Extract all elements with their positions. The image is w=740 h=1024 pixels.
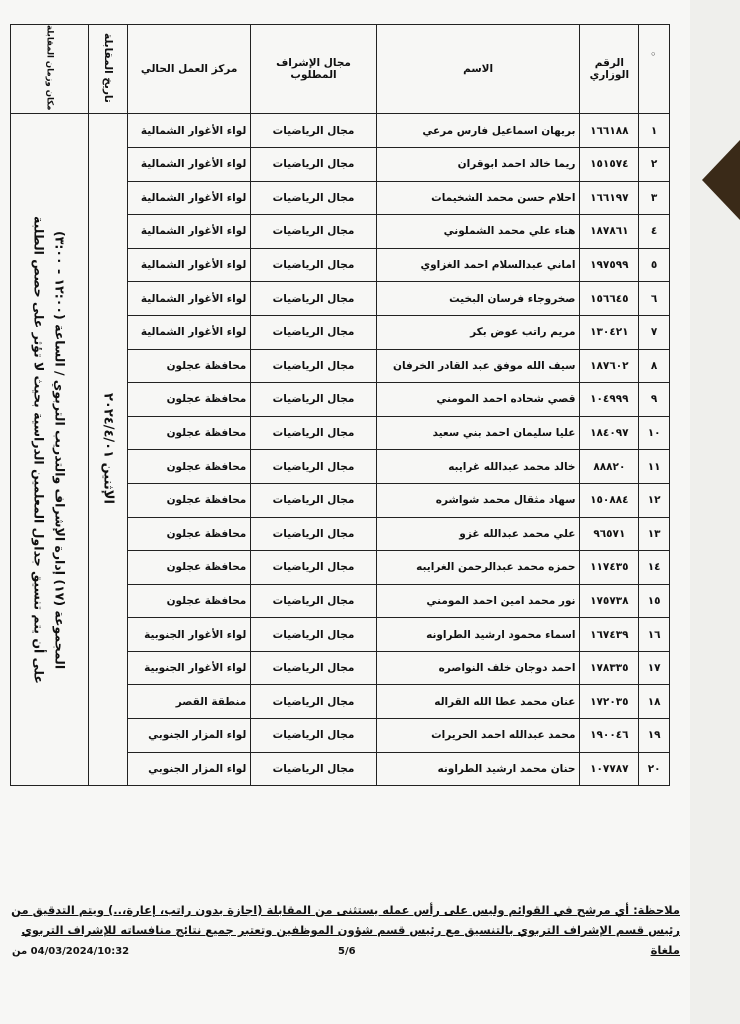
ministry-id: ٩٦٥٧١ [580, 517, 639, 551]
supervision-field: مجال الرياضيات [251, 215, 376, 249]
ministry-id: ١٧٨٣٣٥ [580, 651, 639, 685]
header-number [639, 25, 670, 114]
supervision-field: مجال الرياضيات [251, 651, 376, 685]
work-center: محافظة عجلون [127, 349, 250, 383]
row-number: ٣ [639, 181, 670, 215]
work-center: لواء الأغوار الجنوبية [127, 651, 250, 685]
work-center: لواء المزار الجنوبي [127, 719, 250, 753]
row-number: ٢ [639, 147, 670, 181]
row-number: ١٦ [639, 618, 670, 652]
ministry-id: ٨٨٨٢٠ [580, 450, 639, 484]
corner-mark: ◦ [650, 48, 657, 61]
candidate-name: سيف الله موفق عبد القادر الخرفان [376, 349, 580, 383]
candidate-name: اماني عبدالسلام احمد الغزاوي [376, 248, 580, 282]
candidate-name: نور محمد امين احمد المومني [376, 584, 580, 618]
note-line-2: رئيس قسم الإشراف التربوي بالتنسيق مع رئيس قسم شؤون الموظفين وتعتبر جميع نتائج منافساته للإشراف التربوي ملغاة [21, 923, 680, 957]
header-date: تاريخ المقابلة [89, 25, 128, 114]
row-number: ١١ [639, 450, 670, 484]
candidate-name: هناء علي محمد الشملوني [376, 215, 580, 249]
ministry-id: ١٦٦١٨٨ [580, 114, 639, 148]
ministry-id: ١٧٥٧٣٨ [580, 584, 639, 618]
ministry-id: ١٨٤٠٩٧ [580, 416, 639, 450]
ministry-id: ١٣٠٤٢١ [580, 315, 639, 349]
ministry-id: ١٦٦١٩٧ [580, 181, 639, 215]
row-number: ١٠ [639, 416, 670, 450]
candidate-name: حمزه محمد عبدالرحمن الغرايبه [376, 551, 580, 585]
note-line-1: ملاحظة: أي مرشح في القوائم وليس على رأس عمله يستثنى من المقابلة (اجازة بدون راتب، إعارة،..) ويتم التدقيق من [11, 903, 680, 917]
candidate-name: علي محمد عبدالله غزو [376, 517, 580, 551]
row-number: ١٩ [639, 719, 670, 753]
row-number: ٥ [639, 248, 670, 282]
supervision-field: مجال الرياضيات [251, 282, 376, 316]
ministry-id: ١٩٠٠٤٦ [580, 719, 639, 753]
supervision-field: مجال الرياضيات [251, 584, 376, 618]
supervision-field: مجال الرياضيات [251, 719, 376, 753]
interview-date: الإثنين ٢٠٢٤/٤/٠١ [89, 114, 128, 786]
supervision-field: مجال الرياضيات [251, 685, 376, 719]
work-center: لواء الأغوار الشمالية [127, 215, 250, 249]
candidate-name: خالد محمد عبدالله غرايبه [376, 450, 580, 484]
table-row [11, 114, 670, 148]
page-number: 5/6 [338, 946, 356, 957]
work-center: لواء الأغوار الجنوبية [127, 618, 250, 652]
row-number: ١٢ [639, 483, 670, 517]
row-number: ١٥ [639, 584, 670, 618]
work-center: محافظة عجلون [127, 416, 250, 450]
ministry-id: ١٥١٥٧٤ [580, 147, 639, 181]
ministry-id: ١٧٢٠٣٥ [580, 685, 639, 719]
candidates-table [10, 24, 670, 786]
row-number: ٧ [639, 315, 670, 349]
candidate-name: صخروجاء فرسان البخيت [376, 282, 580, 316]
header-ministry-id: الرقم الوزاري [580, 25, 639, 114]
work-center: محافظة عجلون [127, 450, 250, 484]
supervision-field: مجال الرياضيات [251, 752, 376, 786]
supervision-field: مجال الرياضيات [251, 114, 376, 148]
row-number: ١٣ [639, 517, 670, 551]
candidate-name: مريم راتب عوض بكر [376, 315, 580, 349]
work-center: محافظة عجلون [127, 584, 250, 618]
header-place: مكان وزمان المقابلة [11, 25, 89, 114]
row-number: ١٧ [639, 651, 670, 685]
work-center: لواء الأغوار الشمالية [127, 315, 250, 349]
ministry-id: ١٨٧٨٦١ [580, 215, 639, 249]
ministry-id: ١٩٧٥٩٩ [580, 248, 639, 282]
row-number: ١ [639, 114, 670, 148]
candidate-name: حنان محمد ارشيد الطراونه [376, 752, 580, 786]
row-number: ١٨ [639, 685, 670, 719]
candidate-name: ريما خالد احمد ابوقران [376, 147, 580, 181]
ministry-id: ١٥٦٦٤٥ [580, 282, 639, 316]
print-timestamp: 04/03/2024/10:32 من [12, 946, 130, 957]
row-number: ٦ [639, 282, 670, 316]
supervision-field: مجال الرياضيات [251, 483, 376, 517]
work-center: لواء الأغوار الشمالية [127, 181, 250, 215]
table-body [11, 114, 670, 786]
work-center: منطقة القصر [127, 685, 250, 719]
supervision-field: مجال الرياضيات [251, 416, 376, 450]
work-center: لواء المزار الجنوبي [127, 752, 250, 786]
candidate-name: محمد عبدالله احمد الحريرات [376, 719, 580, 753]
row-number: ٢٠ [639, 752, 670, 786]
ministry-id: ١٥٠٨٨٤ [580, 483, 639, 517]
candidate-name: قصي شحاده احمد المومني [376, 383, 580, 417]
work-center: لواء الأغوار الشمالية [127, 282, 250, 316]
interview-group-time: المجموعة (١٧) إدارة الإشراف والتدريب التربوي / الساعة (١٢:٠٠ - ٣:٠٠) [52, 230, 68, 669]
row-number: ٤ [639, 215, 670, 249]
row-number: ٨ [639, 349, 670, 383]
supervision-field: مجال الرياضيات [251, 147, 376, 181]
row-number: ٩ [639, 383, 670, 417]
ministry-id: ١٦٧٤٣٩ [580, 618, 639, 652]
work-center: لواء الأغوار الشمالية [127, 147, 250, 181]
candidate-name: احلام حسن محمد الشخيمات [376, 181, 580, 215]
work-center: لواء الأغوار الشمالية [127, 114, 250, 148]
candidate-name: اسماء محمود ارشيد الطراونه [376, 618, 580, 652]
supervision-field: مجال الرياضيات [251, 349, 376, 383]
work-center: محافظة عجلون [127, 517, 250, 551]
ministry-id: ١١٧٤٣٥ [580, 551, 639, 585]
supervision-field: مجال الرياضيات [251, 383, 376, 417]
candidate-name: احمد دوجان خلف النواصره [376, 651, 580, 685]
supervision-field: مجال الرياضيات [251, 551, 376, 585]
supervision-field: مجال الرياضيات [251, 450, 376, 484]
ministry-id: ١٨٧٦٠٢ [580, 349, 639, 383]
ministry-id: ١٠٧٧٨٧ [580, 752, 639, 786]
supervision-field: مجال الرياضيات [251, 181, 376, 215]
interview-condition: على أن يتم تنسيق جداول المعلمين الدراسية بحيث لا تؤثر على حصص الطلبة [31, 215, 47, 684]
supervision-field: مجال الرياضيات [251, 618, 376, 652]
background-object [702, 140, 740, 220]
supervision-field: مجال الرياضيات [251, 315, 376, 349]
table-header-row [11, 25, 670, 114]
ministry-id: ١٠٤٩٩٩ [580, 383, 639, 417]
work-center: محافظة عجلون [127, 483, 250, 517]
work-center: محافظة عجلون [127, 551, 250, 585]
candidate-name: عليا سليمان احمد بني سعيد [376, 416, 580, 450]
header-center: مركز العمل الحالي [127, 25, 250, 114]
work-center: محافظة عجلون [127, 383, 250, 417]
header-name: الاسم [376, 25, 580, 114]
candidate-name: عنان محمد عطا الله القراله [376, 685, 580, 719]
supervision-field: مجال الرياضيات [251, 517, 376, 551]
interview-place [11, 114, 89, 786]
supervision-field: مجال الرياضيات [251, 248, 376, 282]
candidate-name: بريهان اسماعيل فارس مرعي [376, 114, 580, 148]
work-center: لواء الأغوار الشمالية [127, 248, 250, 282]
row-number: ١٤ [639, 551, 670, 585]
candidate-name: سهاد مثقال محمد شواشره [376, 483, 580, 517]
header-field: مجال الإشراف المطلوب [251, 25, 376, 114]
